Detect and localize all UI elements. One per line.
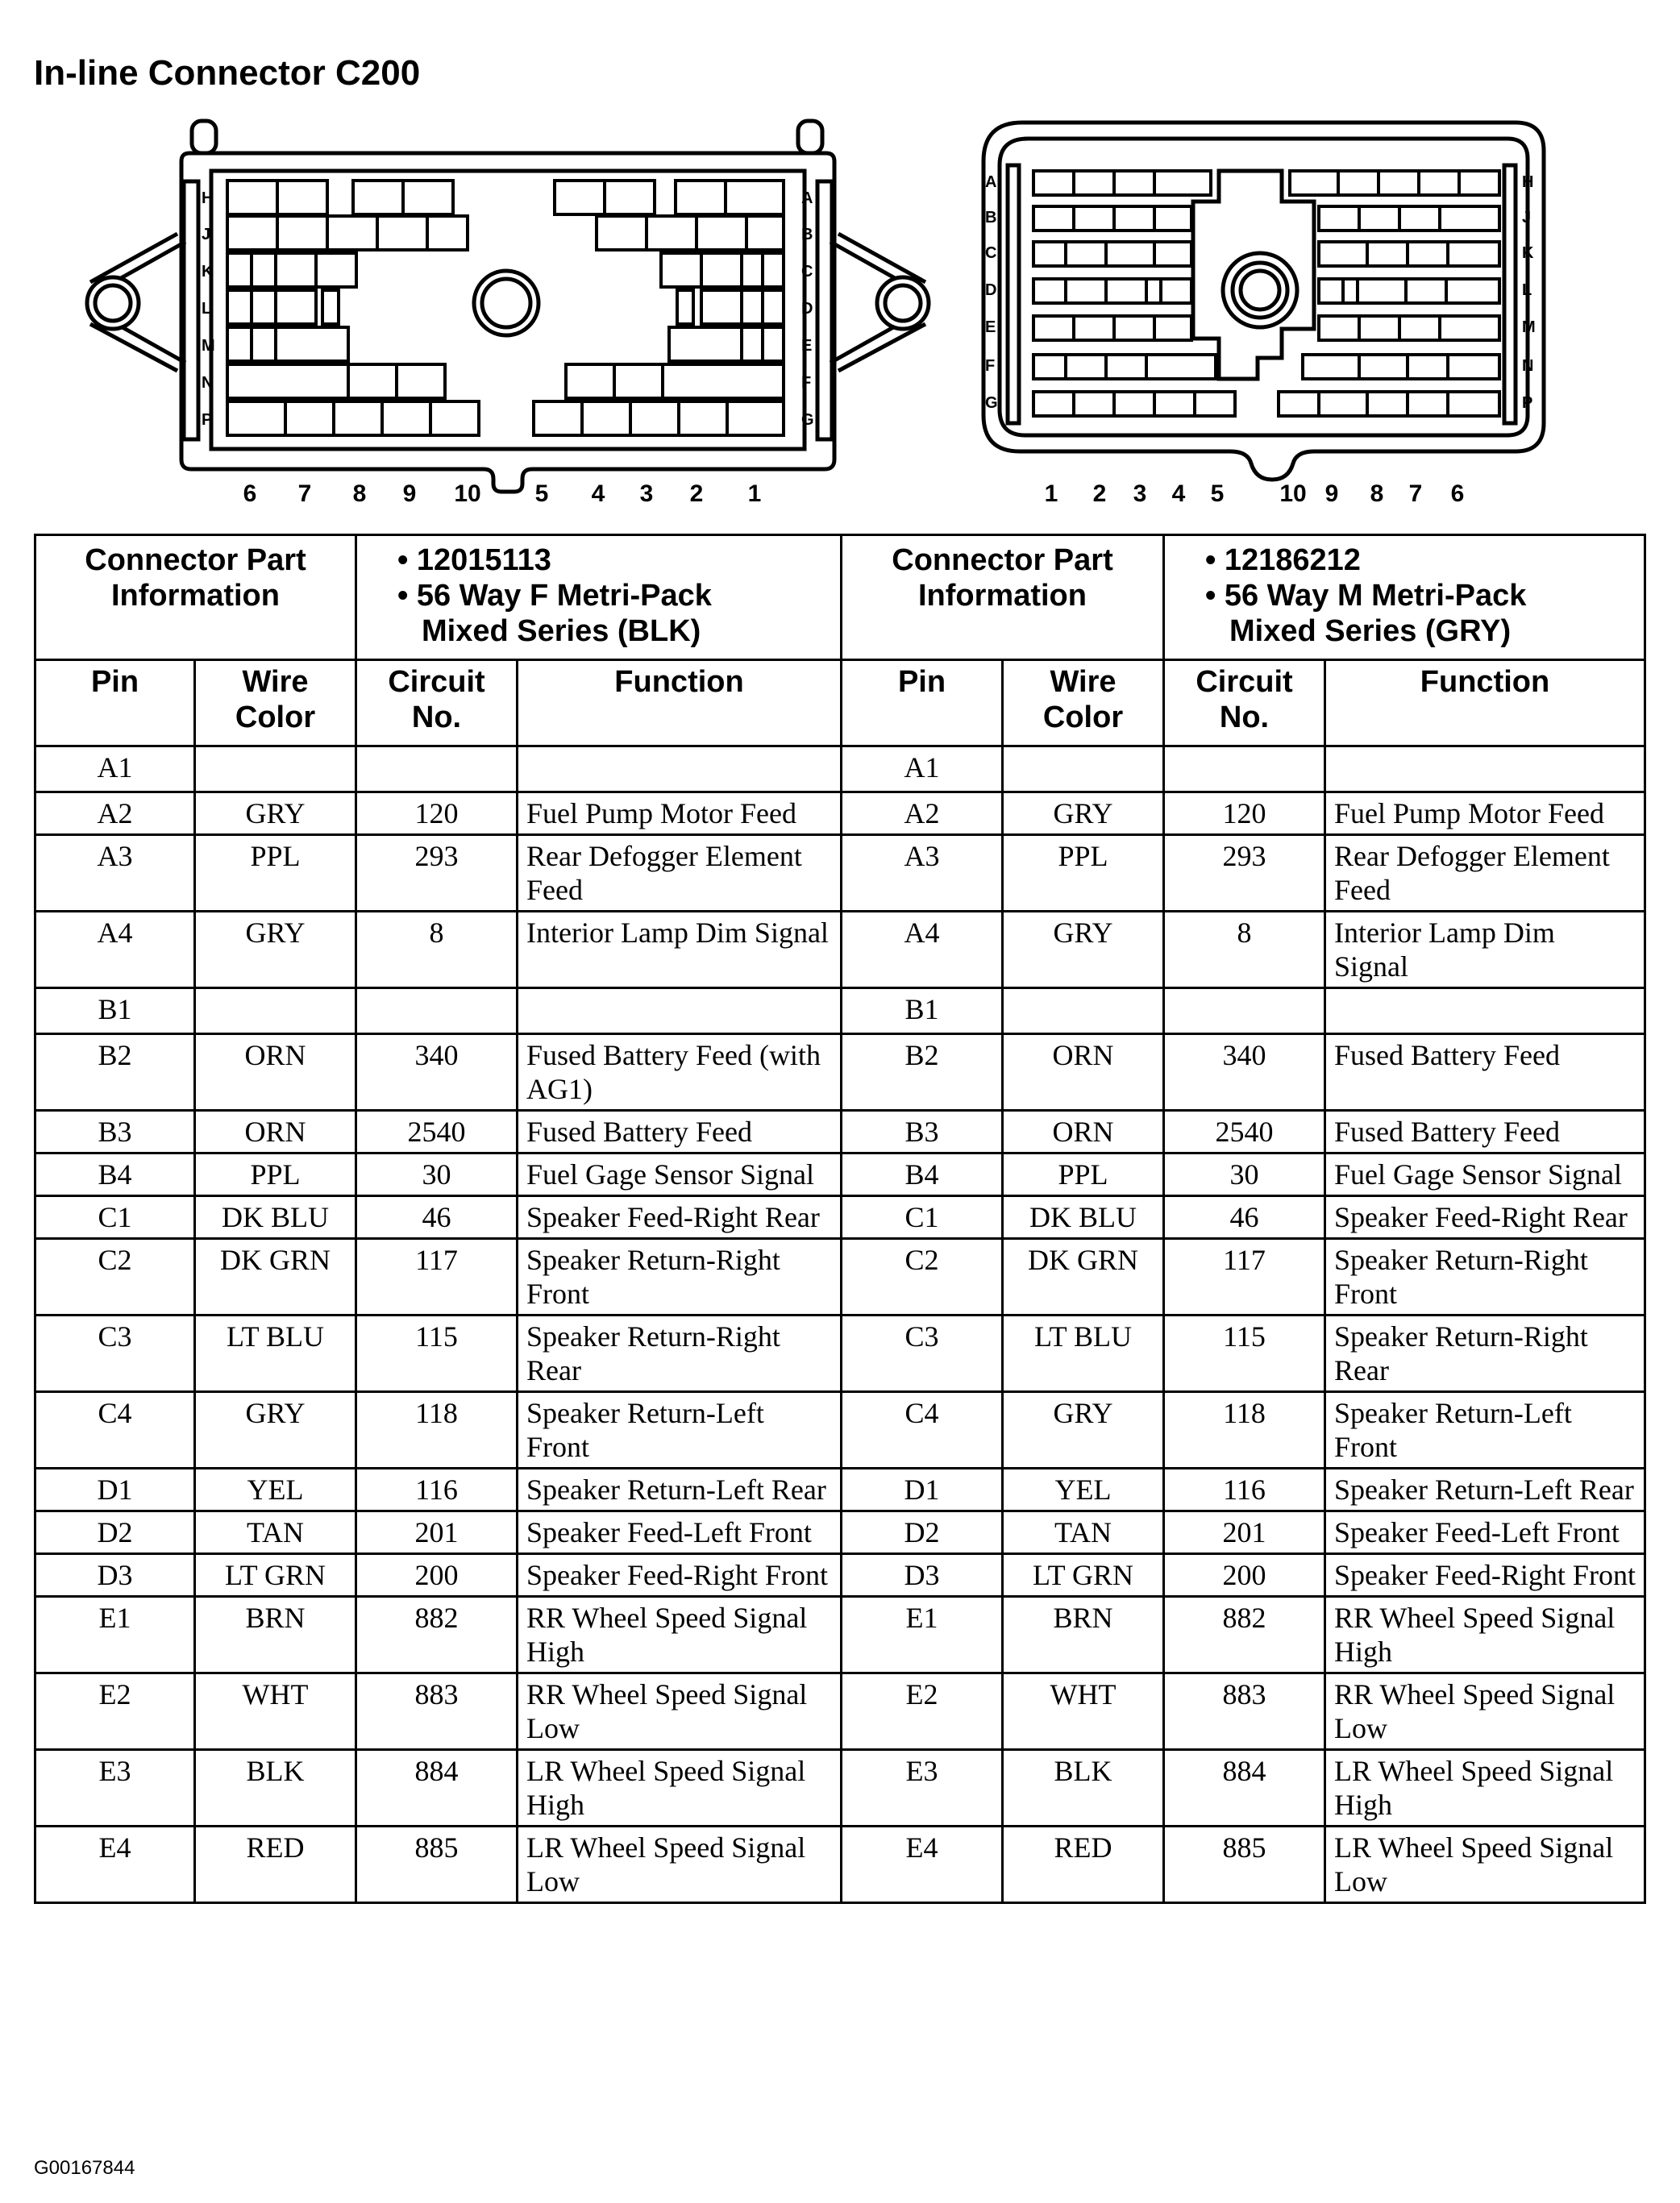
- wire-color-cell: PPL: [1003, 835, 1164, 912]
- row-label: F: [985, 357, 996, 375]
- pin-cell: D2: [842, 1511, 1003, 1554]
- circuit-cell: [1164, 746, 1325, 792]
- table-row: [35, 1316, 1645, 1392]
- column-header-row: [35, 660, 1645, 746]
- circuit-cell: 883: [1164, 1673, 1325, 1750]
- pin-cell: A3: [842, 835, 1003, 912]
- pinout-table: [34, 534, 1646, 1904]
- col-label: 8: [352, 480, 367, 507]
- part-desc-right-1: • 56 Way M Metri-Pack: [1205, 579, 1527, 613]
- col-label: 9: [402, 480, 417, 507]
- pin-cell: E3: [842, 1750, 1003, 1827]
- pin-cell: B1: [35, 988, 195, 1034]
- part-info-label-right: Connector Part Information: [842, 535, 1164, 660]
- circuit-cell: 46: [356, 1196, 518, 1239]
- table-row: [35, 1511, 1645, 1554]
- right-connector-col-labels: [1045, 480, 1465, 507]
- table-row: [35, 912, 1645, 988]
- pin-cell: D2: [35, 1511, 195, 1554]
- pin-cell: C2: [842, 1239, 1003, 1316]
- wire-color-cell: BRN: [195, 1597, 356, 1673]
- col-label: 9: [1324, 480, 1339, 507]
- circuit-cell: 2540: [1164, 1111, 1325, 1153]
- part-desc-left-1: • 56 Way F Metri-Pack: [397, 579, 712, 613]
- circuit-cell: 200: [1164, 1554, 1325, 1597]
- function-cell: Speaker Feed-Right Rear: [518, 1196, 842, 1239]
- wire-color-cell: WHT: [195, 1673, 356, 1750]
- circuit-cell: 885: [356, 1827, 518, 1903]
- row-label: M: [1522, 318, 1536, 336]
- wire-color-cell: DK BLU: [195, 1196, 356, 1239]
- table-row: [35, 988, 1645, 1034]
- col-label: 1: [747, 480, 762, 507]
- circuit-cell: 116: [1164, 1469, 1325, 1511]
- page-title: In-line Connector C200: [34, 53, 421, 93]
- row-label: K: [202, 263, 214, 281]
- wire-color-cell: GRY: [1003, 792, 1164, 835]
- pin-cell: B3: [842, 1111, 1003, 1153]
- connector-diagram: [0, 0, 1680, 516]
- row-label: F: [801, 374, 812, 392]
- circuit-cell: 884: [1164, 1750, 1325, 1827]
- col-header-function: Function: [1325, 660, 1645, 746]
- function-cell: RR Wheel Speed Signal High: [1325, 1597, 1645, 1673]
- row-label: L: [1522, 281, 1532, 299]
- wire-color-cell: ORN: [195, 1111, 356, 1153]
- table-row: [35, 1469, 1645, 1511]
- row-label: C: [801, 263, 813, 281]
- row-label: E: [985, 318, 996, 336]
- row-label: B: [801, 226, 813, 243]
- left-connector-cavities: [227, 181, 784, 435]
- pin-cell: C4: [35, 1392, 195, 1469]
- table-row: [35, 835, 1645, 912]
- circuit-cell: [356, 746, 518, 792]
- right-connector-cavities: [1033, 171, 1499, 416]
- wire-color-cell: TAN: [195, 1511, 356, 1554]
- function-cell: Interior Lamp Dim Signal: [1325, 912, 1645, 988]
- table-row: [35, 1239, 1645, 1316]
- row-label: J: [1522, 209, 1532, 227]
- pin-cell: C1: [35, 1196, 195, 1239]
- pin-cell: C4: [842, 1392, 1003, 1469]
- wire-color-cell: BRN: [1003, 1597, 1164, 1673]
- col-label: 4: [591, 480, 605, 507]
- part-desc-left-2: Mixed Series (BLK): [422, 614, 701, 648]
- pin-cell: D1: [35, 1469, 195, 1511]
- circuit-cell: 882: [1164, 1597, 1325, 1673]
- circuit-cell: 882: [356, 1597, 518, 1673]
- col-label: 10: [454, 480, 481, 507]
- circuit-cell: 201: [356, 1511, 518, 1554]
- wire-color-cell: [195, 988, 356, 1034]
- circuit-cell: 340: [1164, 1034, 1325, 1111]
- pin-cell: E4: [35, 1827, 195, 1903]
- pin-cell: D3: [35, 1554, 195, 1597]
- function-cell: Speaker Feed-Right Rear: [1325, 1196, 1645, 1239]
- circuit-cell: [1164, 988, 1325, 1034]
- wire-color-cell: DK BLU: [1003, 1196, 1164, 1239]
- wire-color-cell: LT BLU: [1003, 1316, 1164, 1392]
- wire-color-cell: DK GRN: [1003, 1239, 1164, 1316]
- circuit-cell: 293: [1164, 835, 1325, 912]
- row-label: P: [1522, 394, 1533, 412]
- col-label: 4: [1171, 480, 1186, 507]
- pin-cell: E1: [35, 1597, 195, 1673]
- circuit-cell: 884: [356, 1750, 518, 1827]
- row-label: G: [985, 394, 998, 412]
- col-label: 6: [243, 480, 257, 507]
- pin-cell: B2: [842, 1034, 1003, 1111]
- col-header-circuit-no: Circuit No.: [356, 660, 518, 746]
- wire-color-cell: DK GRN: [195, 1239, 356, 1316]
- function-cell: Speaker Feed-Left Front: [518, 1511, 842, 1554]
- col-label: 5: [1210, 480, 1225, 507]
- row-label: C: [985, 244, 997, 262]
- circuit-cell: 293: [356, 835, 518, 912]
- pin-cell: A1: [842, 746, 1003, 792]
- circuit-cell: 30: [1164, 1153, 1325, 1196]
- wire-color-cell: [195, 746, 356, 792]
- pin-cell: A4: [35, 912, 195, 988]
- row-label: E: [801, 337, 813, 355]
- pin-cell: A2: [35, 792, 195, 835]
- part-info-right: [1164, 535, 1645, 660]
- pin-cell: C1: [842, 1196, 1003, 1239]
- circuit-cell: 117: [356, 1239, 518, 1316]
- table-row: [35, 746, 1645, 792]
- wire-color-cell: LT BLU: [195, 1316, 356, 1392]
- wire-color-cell: TAN: [1003, 1511, 1164, 1554]
- function-cell: LR Wheel Speed Signal High: [518, 1750, 842, 1827]
- function-cell: Rear Defogger Element Feed: [518, 835, 842, 912]
- part-info-label-left: Connector Part Information: [35, 535, 356, 660]
- pin-cell: B4: [35, 1153, 195, 1196]
- wire-color-cell: GRY: [195, 912, 356, 988]
- table-row: [35, 1111, 1645, 1153]
- function-cell: LR Wheel Speed Signal Low: [1325, 1827, 1645, 1903]
- col-label: 2: [1092, 480, 1107, 507]
- wire-color-cell: LT GRN: [1003, 1554, 1164, 1597]
- pin-cell: D1: [842, 1469, 1003, 1511]
- row-label: H: [202, 189, 214, 207]
- wire-color-cell: GRY: [195, 792, 356, 835]
- col-header-function: Function: [518, 660, 842, 746]
- function-cell: Speaker Return-Left Rear: [1325, 1469, 1645, 1511]
- function-cell: Rear Defogger Element Feed: [1325, 835, 1645, 912]
- function-cell: Fuel Gage Sensor Signal: [518, 1153, 842, 1196]
- pin-cell: A1: [35, 746, 195, 792]
- function-cell: Fused Battery Feed: [518, 1111, 842, 1153]
- wire-color-cell: RED: [195, 1827, 356, 1903]
- circuit-cell: 8: [1164, 912, 1325, 988]
- wire-color-cell: GRY: [195, 1392, 356, 1469]
- row-label: B: [985, 209, 997, 227]
- figure-id: G00167844: [34, 2157, 135, 2179]
- col-label: 3: [639, 480, 654, 507]
- function-cell: Fuel Pump Motor Feed: [1325, 792, 1645, 835]
- function-cell: Speaker Feed-Left Front: [1325, 1511, 1645, 1554]
- function-cell: Speaker Return-Left Front: [1325, 1392, 1645, 1469]
- pin-cell: D3: [842, 1554, 1003, 1597]
- function-cell: [1325, 746, 1645, 792]
- col-label: 10: [1279, 480, 1307, 507]
- row-label: D: [801, 300, 813, 318]
- circuit-cell: 116: [356, 1469, 518, 1511]
- function-cell: RR Wheel Speed Signal Low: [518, 1673, 842, 1750]
- col-label: 1: [1044, 480, 1058, 507]
- function-cell: Speaker Return-Right Front: [1325, 1239, 1645, 1316]
- pin-cell: B2: [35, 1034, 195, 1111]
- row-label: K: [1522, 244, 1534, 262]
- function-cell: Speaker Return-Right Rear: [1325, 1316, 1645, 1392]
- wire-color-cell: WHT: [1003, 1673, 1164, 1750]
- row-label: H: [1522, 173, 1534, 191]
- pin-cell: C2: [35, 1239, 195, 1316]
- row-label: M: [202, 337, 215, 355]
- pin-cell: E2: [842, 1673, 1003, 1750]
- pin-cell: B1: [842, 988, 1003, 1034]
- circuit-cell: 115: [356, 1316, 518, 1392]
- table-row: [35, 1597, 1645, 1673]
- function-cell: Interior Lamp Dim Signal: [518, 912, 842, 988]
- row-label: L: [202, 300, 212, 318]
- pin-cell: E2: [35, 1673, 195, 1750]
- function-cell: Speaker Return-Left Rear: [518, 1469, 842, 1511]
- pin-cell: B4: [842, 1153, 1003, 1196]
- table-row: [35, 1554, 1645, 1597]
- row-label: A: [801, 189, 813, 207]
- pin-cell: A2: [842, 792, 1003, 835]
- table-row: [35, 1392, 1645, 1469]
- circuit-cell: 201: [1164, 1511, 1325, 1554]
- row-label: P: [202, 411, 213, 429]
- col-label: 8: [1370, 480, 1384, 507]
- wire-color-cell: GRY: [1003, 912, 1164, 988]
- wire-color-cell: RED: [1003, 1827, 1164, 1903]
- function-cell: [518, 988, 842, 1034]
- wire-color-cell: BLK: [1003, 1750, 1164, 1827]
- function-cell: Speaker Return-Right Rear: [518, 1316, 842, 1392]
- table-row: [35, 1034, 1645, 1111]
- circuit-cell: 117: [1164, 1239, 1325, 1316]
- function-cell: Fuel Gage Sensor Signal: [1325, 1153, 1645, 1196]
- function-cell: Fused Battery Feed (with AG1): [518, 1034, 842, 1111]
- col-header-wire-color: Wire Color: [195, 660, 356, 746]
- col-header-wire-color: Wire Color: [1003, 660, 1164, 746]
- row-label: N: [202, 374, 214, 392]
- circuit-cell: 118: [1164, 1392, 1325, 1469]
- function-cell: Speaker Feed-Right Front: [1325, 1554, 1645, 1597]
- circuit-cell: 2540: [356, 1111, 518, 1153]
- function-cell: Speaker Feed-Right Front: [518, 1554, 842, 1597]
- col-label: 7: [1408, 480, 1423, 507]
- pin-cell: E3: [35, 1750, 195, 1827]
- function-cell: Fuel Pump Motor Feed: [518, 792, 842, 835]
- wire-color-cell: PPL: [195, 1153, 356, 1196]
- function-cell: Speaker Return-Right Front: [518, 1239, 842, 1316]
- row-label: A: [985, 173, 997, 191]
- wire-color-cell: ORN: [1003, 1111, 1164, 1153]
- part-number-right: • 12186212: [1205, 543, 1361, 577]
- circuit-cell: 120: [356, 792, 518, 835]
- function-cell: LR Wheel Speed Signal High: [1325, 1750, 1645, 1827]
- function-cell: Fused Battery Feed: [1325, 1111, 1645, 1153]
- circuit-cell: 46: [1164, 1196, 1325, 1239]
- circuit-cell: 340: [356, 1034, 518, 1111]
- col-label: 3: [1133, 480, 1147, 507]
- pin-cell: A3: [35, 835, 195, 912]
- function-cell: LR Wheel Speed Signal Low: [518, 1827, 842, 1903]
- wire-color-cell: LT GRN: [195, 1554, 356, 1597]
- pin-cell: C3: [842, 1316, 1003, 1392]
- col-header-pin: Pin: [35, 660, 195, 746]
- wire-color-cell: YEL: [195, 1469, 356, 1511]
- function-cell: Fused Battery Feed: [1325, 1034, 1645, 1111]
- col-label: 5: [534, 480, 549, 507]
- wire-color-cell: PPL: [1003, 1153, 1164, 1196]
- part-desc-right-2: Mixed Series (GRY): [1229, 614, 1512, 648]
- part-info-left: [356, 535, 842, 660]
- function-cell: [518, 746, 842, 792]
- wire-color-cell: YEL: [1003, 1469, 1164, 1511]
- function-cell: RR Wheel Speed Signal High: [518, 1597, 842, 1673]
- pin-cell: B3: [35, 1111, 195, 1153]
- wire-color-cell: ORN: [195, 1034, 356, 1111]
- col-header-pin: Pin: [842, 660, 1003, 746]
- circuit-cell: 885: [1164, 1827, 1325, 1903]
- wire-color-cell: ORN: [1003, 1034, 1164, 1111]
- circuit-cell: 30: [356, 1153, 518, 1196]
- pin-cell: E1: [842, 1597, 1003, 1673]
- col-label: 2: [689, 480, 704, 507]
- table-row: [35, 1750, 1645, 1827]
- wire-color-cell: [1003, 988, 1164, 1034]
- function-cell: RR Wheel Speed Signal Low: [1325, 1673, 1645, 1750]
- row-label: J: [202, 226, 211, 243]
- pin-cell: C3: [35, 1316, 195, 1392]
- table-row: [35, 792, 1645, 835]
- table-row: [35, 1827, 1645, 1903]
- table-row: [35, 1196, 1645, 1239]
- col-label: 7: [297, 480, 312, 507]
- function-cell: Speaker Return-Left Front: [518, 1392, 842, 1469]
- row-label: N: [1522, 357, 1534, 375]
- wire-color-cell: PPL: [195, 835, 356, 912]
- circuit-cell: 120: [1164, 792, 1325, 835]
- col-label: 6: [1450, 480, 1465, 507]
- part-number-left: • 12015113: [397, 543, 551, 577]
- table-row: [35, 1673, 1645, 1750]
- circuit-cell: 115: [1164, 1316, 1325, 1392]
- pin-cell: E4: [842, 1827, 1003, 1903]
- function-cell: [1325, 988, 1645, 1034]
- wire-color-cell: GRY: [1003, 1392, 1164, 1469]
- pin-cell: A4: [842, 912, 1003, 988]
- circuit-cell: 200: [356, 1554, 518, 1597]
- connector-info-row: [35, 535, 1645, 660]
- row-label: G: [801, 411, 814, 429]
- col-header-circuit-no: Circuit No.: [1164, 660, 1325, 746]
- circuit-cell: [356, 988, 518, 1034]
- circuit-cell: 883: [356, 1673, 518, 1750]
- circuit-cell: 8: [356, 912, 518, 988]
- wire-color-cell: BLK: [195, 1750, 356, 1827]
- wire-color-cell: [1003, 746, 1164, 792]
- row-label: D: [985, 281, 997, 299]
- table-row: [35, 1153, 1645, 1196]
- circuit-cell: 118: [356, 1392, 518, 1469]
